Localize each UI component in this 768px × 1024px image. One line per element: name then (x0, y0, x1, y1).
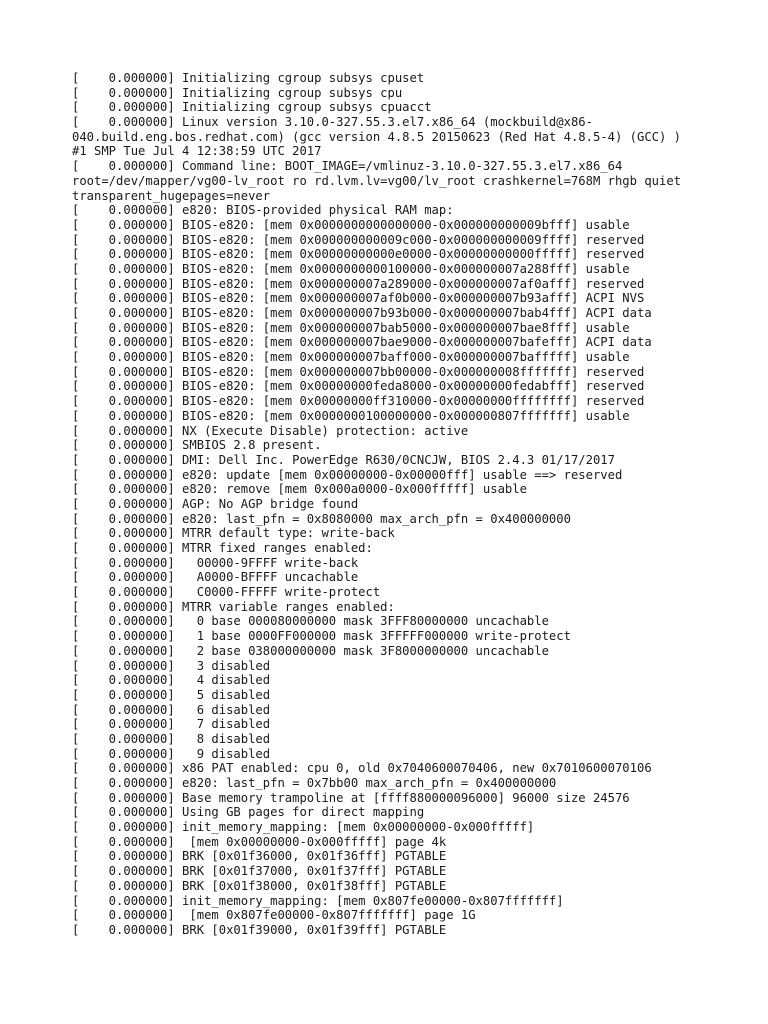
log-line: [ 0.000000] 1 base 0000FF000000 mask 3FFFFF000000 write-protect (72, 629, 571, 644)
log-line: [ 0.000000] A0000-BFFFF uncachable (72, 570, 359, 585)
log-line: [ 0.000000] 6 disabled (72, 702, 271, 717)
log-line: [ 0.000000] 3 disabled (72, 658, 271, 673)
log-line: [ 0.000000] MTRR fixed ranges enabled: (72, 541, 373, 555)
log-line: [ 0.000000] AGP: No AGP bridge found (72, 496, 359, 511)
log-line: [ 0.000000] 0 base 000080000000 mask 3FFF80000000 uncachable (72, 614, 549, 629)
log-line: [ 0.000000] BIOS-e820: [mem 0x0000000000100000-0x000000007a288fff] usable (72, 261, 630, 276)
log-line: [ 0.000000] Using GB pages for direct mapping (72, 805, 425, 820)
log-line: [ 0.000000] 5 disabled (72, 687, 271, 702)
log-line: [ 0.000000] [mem 0x00000000-0x000fffff] page 4k (72, 834, 447, 849)
log-line: [ 0.000000] BIOS-e820: [mem 0x000000007bab5000-0x000000007bae8fff] usable (72, 320, 630, 335)
log-line: [ 0.000000] 8 disabled (72, 731, 271, 746)
log-line: [ 0.000000] BRK [0x01f39000, 0x01f39fff] PGTABLE (72, 922, 447, 937)
log-line: [ 0.000000] 7 disabled (72, 717, 271, 732)
log-line: [ 0.000000] BIOS-e820: [mem 0x000000007bb00000-0x000000008fffffff] reserved (72, 364, 645, 379)
log-line: [ 0.000000] e820: last_pfn = 0x7bb00 max_arch_pfn = 0x400000000 (72, 776, 557, 790)
kernel-boot-log (72, 71, 752, 938)
log-line: [ 0.000000] Base memory trampoline at [ffff880000096000] 96000 size 24576 (72, 790, 630, 805)
log-line: [ 0.000000] e820: update [mem 0x00000000-0x00000fff] usable ==> reserved (72, 467, 623, 482)
log-line: [ 0.000000] BIOS-e820: [mem 0x000000007a289000-0x000000007af0afff] reserved (72, 276, 645, 291)
log-line: [ 0.000000] DMI: Dell Inc. PowerEdge R630/0CNCJW, BIOS 2.4.3 01/17/2017 (72, 452, 615, 467)
log-line: [ 0.000000] 4 disabled (72, 673, 271, 688)
log-line: [ 0.000000] e820: BIOS-provided physical RAM map: (72, 203, 454, 218)
log-line: [ 0.000000] x86 PAT enabled: cpu 0, old 0x7040600070406, new 0x7010600070106 (72, 761, 652, 776)
log-line: [ 0.000000] BIOS-e820: [mem 0x0000000100000000-0x000000807fffffff] usable (72, 408, 630, 423)
log-line: [ 0.000000] 00000-9FFFF write-back (72, 555, 359, 570)
log-line: [ 0.000000] e820: remove [mem 0x000a0000-0x000fffff] usable (72, 482, 527, 497)
log-line: [ 0.000000] MTRR default type: write-back (72, 526, 395, 541)
log-line: transparent_hugepages=never (72, 188, 271, 203)
log-line: [ 0.000000] init_memory_mapping: [mem 0x00000000-0x000fffff] (72, 820, 535, 835)
log-line: [ 0.000000] Initializing cgroup subsys cpuset (72, 71, 425, 85)
log-line: [ 0.000000] BIOS-e820: [mem 0x000000007b93b000-0x000000007bab4fff] ACPI data (72, 306, 652, 320)
log-line: [ 0.000000] BIOS-e820: [mem 0x000000007af0b000-0x000000007b93afff] ACPI NVS (72, 291, 645, 306)
log-line: [ 0.000000] MTRR variable ranges enabled: (72, 599, 395, 614)
log-line: [ 0.000000] Command line: BOOT_IMAGE=/vmlinuz-3.10.0-327.55.3.el7.x86_64 (72, 159, 623, 174)
log-line: [ 0.000000] BRK [0x01f38000, 0x01f38fff] PGTABLE (72, 878, 447, 893)
log-line: [ 0.000000] BIOS-e820: [mem 0x000000000009c000-0x000000000009ffff] reserved (72, 232, 645, 247)
log-line: [ 0.000000] NX (Execute Disable) protection: active (72, 423, 469, 438)
log-line: [ 0.000000] C0000-FFFFF write-protect (72, 585, 381, 600)
log-line: [ 0.000000] [mem 0x807fe00000-0x807fffffff] page 1G (72, 908, 476, 923)
log-line: [ 0.000000] Linux version 3.10.0-327.55.3.el7.x86_64 (mockbuild@x86- (72, 115, 593, 130)
log-line: [ 0.000000] BRK [0x01f36000, 0x01f36fff] PGTABLE (72, 849, 447, 864)
log-line: [ 0.000000] BIOS-e820: [mem 0x00000000000e0000-0x00000000000fffff] reserved (72, 247, 645, 262)
log-line: root=/dev/mapper/vg00-lv_root ro rd.lvm.lv=vg00/lv_root crashkernel=768M rhgb quiet (72, 173, 682, 188)
log-line: [ 0.000000] BIOS-e820: [mem 0x0000000000000000-0x000000000009bfff] usable (72, 217, 630, 232)
log-line: [ 0.000000] 2 base 038000000000 mask 3F8000000000 uncachable (72, 643, 549, 658)
log-line: [ 0.000000] SMBIOS 2.8 present. (72, 438, 322, 453)
log-line: [ 0.000000] e820: last_pfn = 0x8080000 max_arch_pfn = 0x400000000 (72, 511, 571, 526)
log-line: [ 0.000000] Initializing cgroup subsys cpu (72, 85, 403, 100)
log-line: [ 0.000000] BRK [0x01f37000, 0x01f37fff] PGTABLE (72, 864, 447, 879)
log-line: [ 0.000000] 9 disabled (72, 746, 271, 761)
log-line: [ 0.000000] BIOS-e820: [mem 0x000000007bae9000-0x000000007bafefff] ACPI data (72, 335, 652, 350)
log-line: [ 0.000000] BIOS-e820: [mem 0x000000007baff000-0x000000007bafffff] usable (72, 350, 630, 365)
log-line: [ 0.000000] BIOS-e820: [mem 0x00000000feda8000-0x00000000fedabfff] reserved (72, 379, 645, 394)
log-line: [ 0.000000] BIOS-e820: [mem 0x00000000ff310000-0x00000000ffffffff] reserved (72, 394, 645, 409)
log-line: #1 SMP Tue Jul 4 12:38:59 UTC 2017 (72, 144, 322, 159)
log-line: 040.build.eng.bos.redhat.com) (gcc version 4.8.5 20150623 (Red Hat 4.8.5-4) (GCC) ) (72, 129, 682, 144)
log-line: [ 0.000000] Initializing cgroup subsys cpuacct (72, 100, 432, 115)
log-line: [ 0.000000] init_memory_mapping: [mem 0x807fe00000-0x807fffffff] (72, 893, 564, 908)
